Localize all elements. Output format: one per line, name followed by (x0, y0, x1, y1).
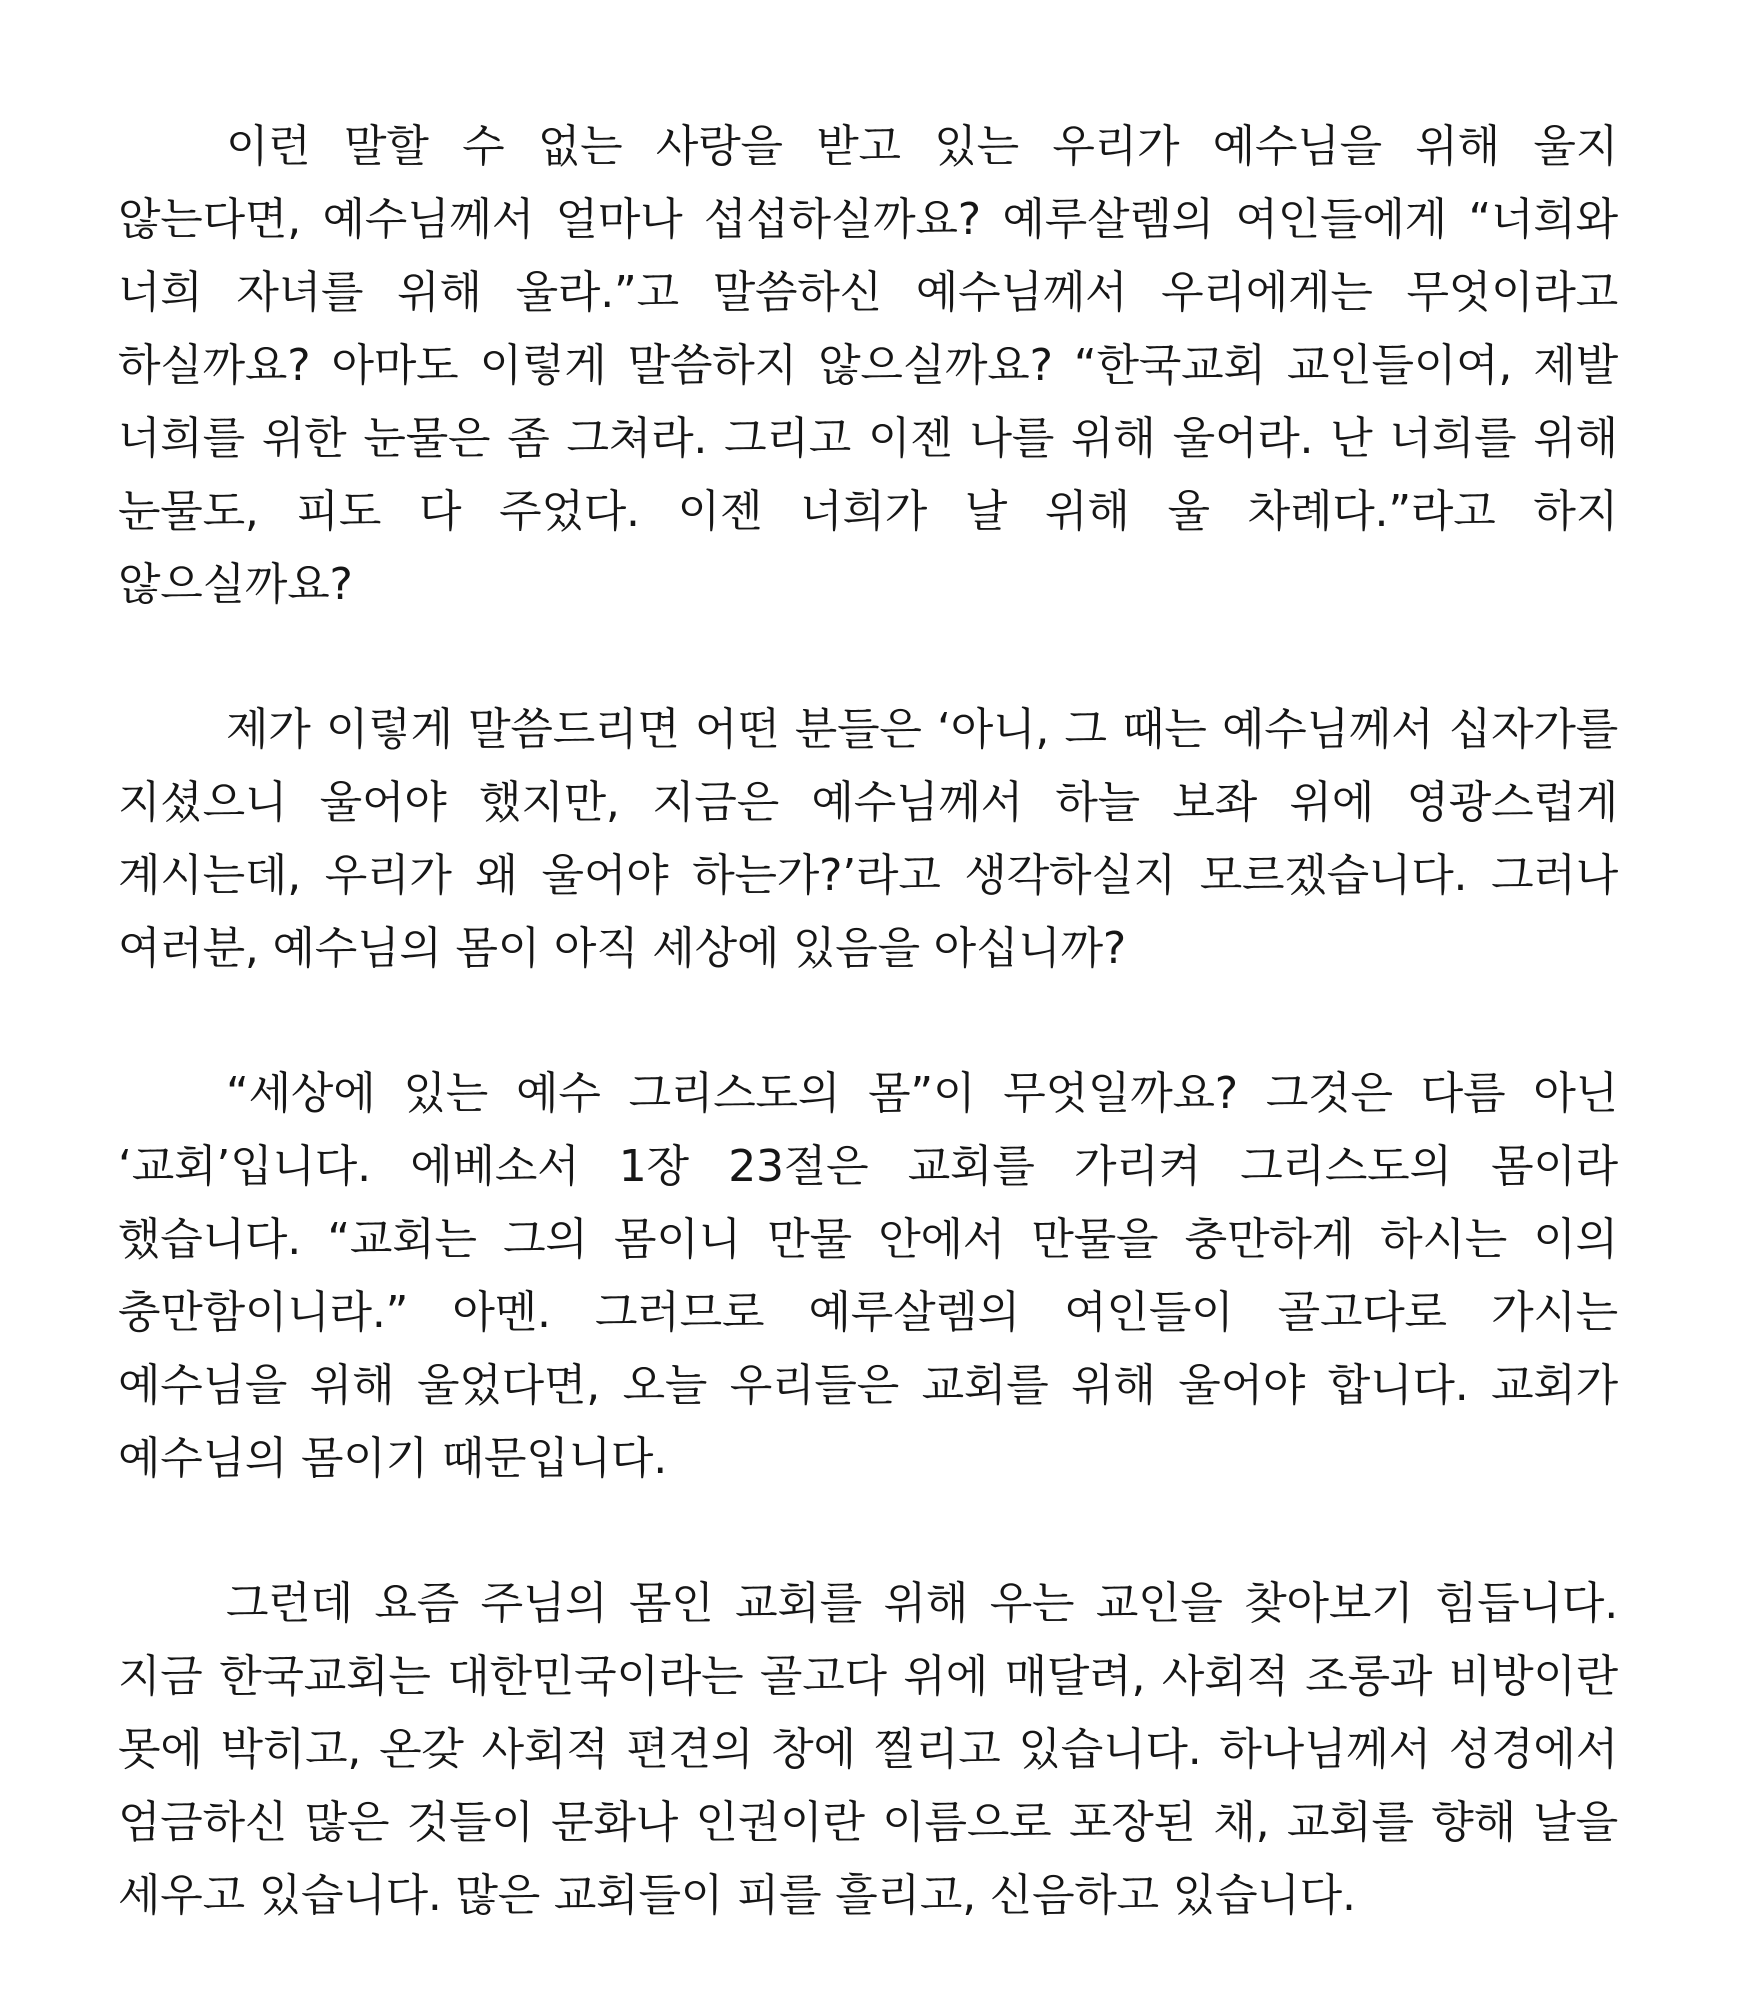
paragraph-1: 이런 말할 수 없는 사랑을 받고 있는 우리가 예수님을 위해 울지 않는다면, 예수님께서 얼마나 섭섭하실까요? 예루살렘의 여인들에게 “너희와 너희 자녀를 위해 울라.”고 말씀하신 예수님께서 우리에게는 무엇이라고 하실까요? 아마도 이렇게 말씀하지 않으실까요? “한국교회 교인들이여, 제발 너희를 위한 눈물은 좀 그쳐라. 그리고 이젠 나를 위해 울어라. 난 너희를 위해 눈물도, 피도 다 주었다. 이젠 너희가 날 위해 울 차례다.”라고 하지 않으실까요? (118, 121, 1618, 610)
paragraph-4: 그런데 요즘 주님의 몸인 교회를 위해 우는 교인을 찾아보기 힘듭니다. 지금 한국교회는 대한민국이라는 골고다 위에 매달려, 사회적 조롱과 비방이란 못에 박히고, 온갖 사회적 편견의 창에 찔리고 있습니다. 하나님께서 성경에서 엄금하신 많은 것들이 문화나 인권이란 이름으로 포장된 채, 교회를 향해 날을 세우고 있습니다. 많은 교회들이 피를 흘리고, 신음하고 있습니다. (118, 1578, 1618, 1921)
paragraph-3: “세상에 있는 예수 그리스도의 몸”이 무엇일까요? 그것은 다름 아닌 ‘교회’입니다. 에베소서 1장 23절은 교회를 가리켜 그리스도의 몸이라 했습니다. “교회는 그의 몸이니 만물 안에서 만물을 충만하게 하시는 이의 충만함이니라.” 아멘. 그러므로 예루살렘의 여인들이 골고다로 가시는 예수님을 위해 울었다면, 오늘 우리들은 교회를 위해 울어야 합니다. 교회가 예수님의 몸이기 때문입니다. (118, 1068, 1618, 1484)
paragraph-2: 제가 이렇게 말씀드리면 어떤 분들은 ‘아니, 그 때는 예수님께서 십자가를 지셨으니 울어야 했지만, 지금은 예수님께서 하늘 보좌 위에 영광스럽게 계시는데, 우리가 왜 울어야 하는가?’라고 생각하실지 모르겠습니다. 그러나 여러분, 예수님의 몸이 아직 세상에 있음을 아십니까? (118, 704, 1618, 974)
